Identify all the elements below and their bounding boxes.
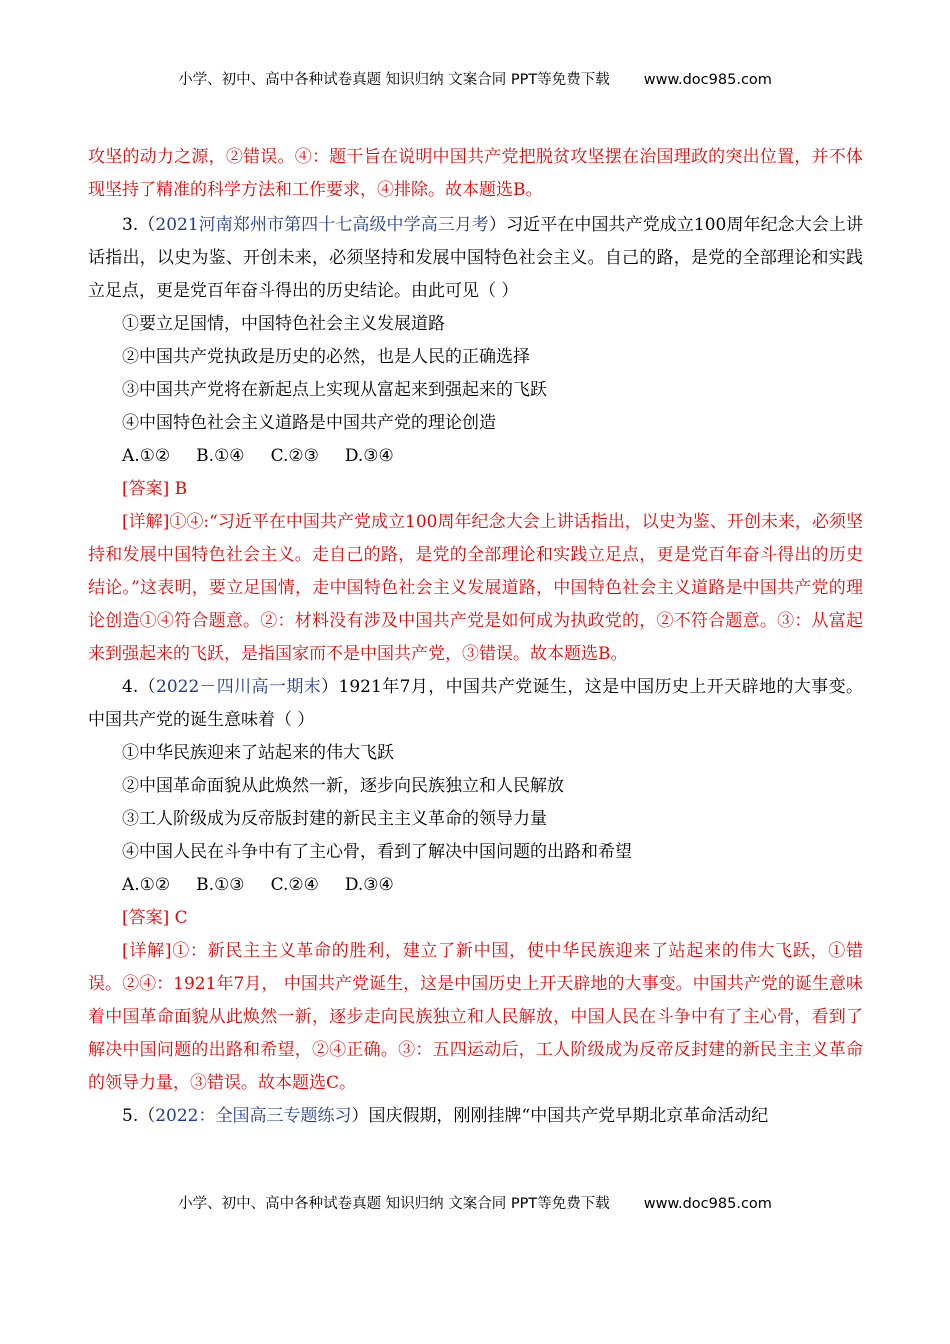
question-4-source: 2022－四川高一期末 [156, 677, 322, 697]
question-4-answer: [答案] C [122, 908, 188, 928]
question-4-option: ③工人阶级成为反帝版封建的新民主主义革命的领导力量 [122, 809, 547, 829]
choice-d: D.③④ [344, 446, 394, 466]
question-3-text: ）习近平在中国共产党成立100周年纪念大会上讲话指出，以史为鉴、开创未来，必须坚持和发展中国特色社会主义。自己的路，是党的全部理论和实践立足点，更是党百年奋斗得出的历史结论。由此可见（ ） [88, 215, 863, 301]
question-5-number: 5.（ [122, 1106, 156, 1126]
question-4-detail: [详解]①：新民主主义革命的胜利，建立了新中国，使中华民族迎来了站起来的伟大飞跃，①错误。②④：1921年7月， 中国共产党诞生，这是中国历史上开天辟地的大事变。中国共产党的诞生意味着中国革命面貌从此焕然一新，逐步走向民族独立和人民解放，中国人民在斗争中有了主心骨，看到了解决中国问题的出路和希望，②④正确。③：五四运动后，工人阶级成为反帝反封建的新民主主义革命的领导力量，③错误。故本题选C。 [88, 941, 863, 1093]
footer-site: www.doc985.com [643, 1196, 772, 1212]
choice-c: C.②③ [270, 446, 319, 466]
question-5-source: 2022：全国高三专题练习 [155, 1106, 352, 1126]
header-text: 小学、初中、高中各种试卷真题 知识归纳 文案合同 PPT等免费下载 [178, 72, 610, 88]
question-4-text: ）1921年7月，中国共产党诞生，这是中国历史上开天辟地的大事变。中国共产党的诞生意味着（ ） [88, 677, 863, 730]
question-3-source: 2021河南郑州市第四十七高级中学高三月考 [155, 215, 490, 235]
choice-a: A.①② [122, 875, 171, 895]
question-3-option: ④中国特色社会主义道路是中国共产党的理论创造 [122, 413, 496, 433]
question-4-number: 4.（ [122, 677, 157, 697]
choice-b: B.①③ [196, 875, 245, 895]
document-body [88, 141, 863, 1133]
question-3-option: ②中国共产党执政是历史的必然，也是人民的正确选择 [122, 347, 530, 367]
question-5-text: ）国庆假期，刚刚挂牌“中国共产党早期北京革命活动纪 [351, 1106, 769, 1126]
question-4-option: ②中国革命面貌从此焕然一新，逐步向民族独立和人民解放 [122, 776, 564, 796]
question-4-choices [88, 869, 863, 902]
question-3-option: ①要立足国情，中国特色社会主义发展道路 [122, 314, 445, 334]
question-3-detail: [详解]①④:“习近平在中国共产党成立100周年纪念大会上讲话指出，以史为鉴、开创未来，必须坚持和发展中国特色社会主义。走自己的路，是党的全部理论和实践立足点，更是党百年奋斗得出的历史结论。”这表明，要立足国情，走中国特色社会主义发展道路，中国特色社会主义道路是中国共产党的理论创造①④符合题意。②：材料没有涉及中国共产党是如何成为执政党的，②不符合题意。③：从富起来到强起来的飞跃，是指国家而不是中国共产党，③错误。故本题选B。 [88, 512, 863, 664]
footer-text: 小学、初中、高中各种试卷真题 知识归纳 文案合同 PPT等免费下载 [178, 1196, 610, 1212]
question-3-stem [88, 209, 863, 308]
page-footer [0, 1192, 950, 1213]
page-header [0, 68, 950, 89]
question-3-choices [88, 440, 863, 473]
question-4-stem [88, 671, 863, 737]
choice-a: A.①② [122, 446, 171, 466]
choice-b: B.①④ [196, 446, 245, 466]
question-5-stem [88, 1100, 863, 1133]
question-3-answer: [答案] B [122, 479, 188, 499]
question-4-option: ④中国人民在斗争中有了主心骨，看到了解决中国问题的出路和希望 [122, 842, 632, 862]
question-3-number: 3.（ [122, 215, 156, 235]
choice-d: D.③④ [344, 875, 394, 895]
prev-question-detail: 攻坚的动力之源，②错误。④：题干旨在说明中国共产党把脱贫攻坚摆在治国理政的突出位置，并不体现坚持了精准的科学方法和工作要求，④排除。故本题选B。 [88, 147, 863, 200]
question-3-option: ③中国共产党将在新起点上实现从富起来到强起来的飞跃 [122, 380, 547, 400]
choice-c: C.②④ [270, 875, 319, 895]
header-site: www.doc985.com [643, 72, 772, 88]
question-4-option: ①中华民族迎来了站起来的伟大飞跃 [122, 743, 394, 763]
